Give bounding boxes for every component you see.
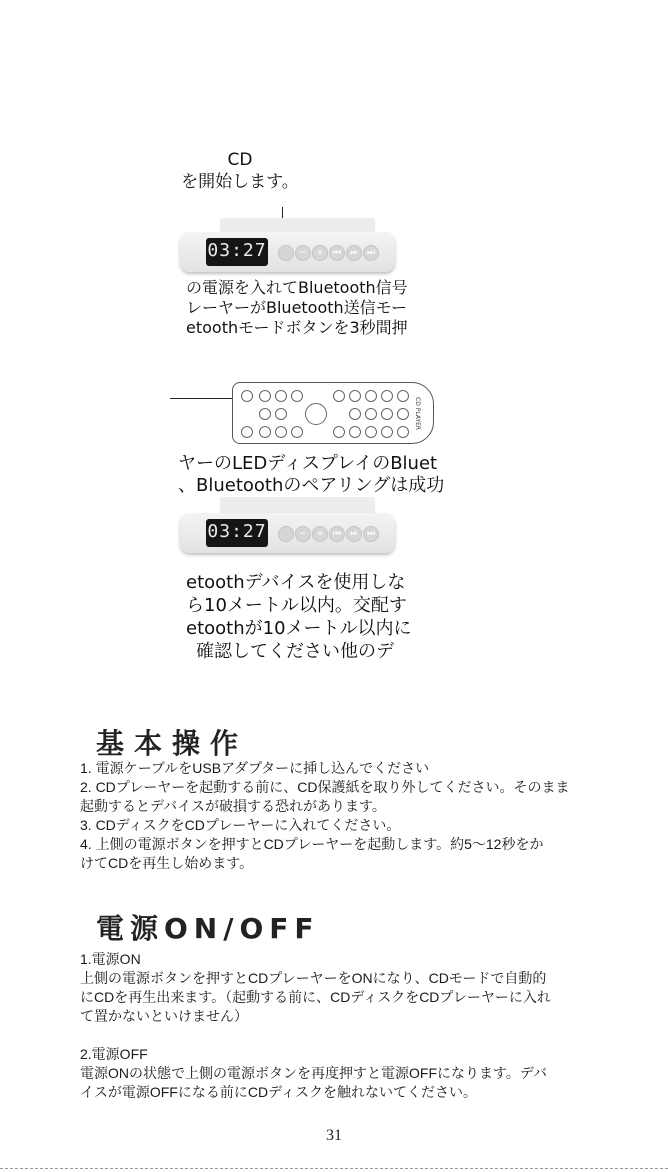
remote-key [365,390,377,402]
figure1-caption-line1: CD [227,150,253,170]
remote-key [275,408,287,420]
power-on-line-2: 上側の電源ボタンを押すとCDプレーヤーをONになり、CDモードで自動的 [80,970,547,986]
power-button-icon [278,245,294,261]
figure3-text-line1: etoothデバイスを使用しな [186,572,406,593]
plus-button-icon: + [312,245,328,261]
remote-key [349,390,361,402]
next-button-icon: ⏭ [363,245,379,261]
remote-key [365,426,377,438]
figure2-text-line1: ヤーのLEDディスプレイのBluet [178,453,438,474]
remote-key [275,390,287,402]
remote-dpad [305,403,327,425]
minus-button-icon: − [295,526,311,542]
basic-line-6: けてCDを再生し始めます。 [80,855,254,871]
basic-line-5: 4. 上側の電源ボタンを押すとCDプレーヤーを起動します。約5～12秒をか [80,836,544,852]
play-pause-button-icon: ⏯ [346,245,362,261]
power-on-line-3: にCDを再生出来ます。（起動する前に、CDディスクをCDプレーヤーに入れ [80,989,551,1005]
remote-key [397,408,409,420]
remote-key [381,426,393,438]
section-heading-basic-operation: 基本操作 [96,727,249,760]
remote-key [291,426,303,438]
figure1-text-line3: etoothモードボタンを3秒間押 [186,318,408,337]
remote-key [349,426,361,438]
figure3-text-line3: etoothが10メートル以内に [186,618,412,639]
figure2-text-line2: 、Bluetoothのペアリングは成功 [178,475,445,496]
remote-key [397,426,409,438]
power-off-line-2: 電源ONの状態で上側の電源ボタンを再度押すと電源OFFになります。デバ [80,1065,548,1081]
remote-key [259,390,271,402]
pointer-line [170,398,232,399]
remote-key [333,426,345,438]
basic-line-3: 起動するとデバイスが破損する恐れがあります。 [80,798,386,814]
remote-key [365,408,377,420]
figure3-text-line4: 確認してください他のデ [196,641,394,662]
cd-player-illustration [180,497,395,557]
prev-button-icon: ⏮ [329,526,345,542]
power-off-line-1: 2.電源OFF [80,1046,148,1062]
plus-button-icon: + [312,526,328,542]
cd-player-display: 03:27 [206,519,268,547]
remote-key [259,408,271,420]
power-button-icon [278,526,294,542]
prev-button-icon: ⏮ [329,245,345,261]
basic-line-1: 1. 電源ケーブルをUSBアダプターに挿し込んでください [80,760,430,776]
next-button-icon: ⏭ [363,526,379,542]
basic-line-4: 3. CDディスクをCDプレーヤーに入れてください。 [80,817,401,833]
power-off-line-3: イスが電源OFFになる前にCDディスクを触れないてください。 [80,1084,477,1100]
page-cut-line [0,1168,668,1169]
play-pause-button-icon: ⏯ [346,526,362,542]
remote-key [381,408,393,420]
cd-player-display: 03:27 [206,238,268,266]
remote-key [241,426,253,438]
remote-key [349,408,361,420]
remote-key [381,390,393,402]
remote-key [259,426,271,438]
section-heading-power: 電源ON/OFF [96,912,320,945]
remote-key [241,390,253,402]
cd-player-illustration [180,218,395,278]
figure3-text-line2: ら10メートル以内。交配す [186,595,407,616]
power-on-line-4: て置かないといけません） [80,1008,248,1024]
remote-key [291,390,303,402]
remote-key [333,390,345,402]
figure1-caption-line2: を開始します。 [181,172,299,192]
figure1-text-line1: の電源を入れてBluetooth信号 [186,278,408,297]
basic-line-2: 2. CDプレーヤーを起動する前に、CD保護紙を取り外してください。そのまま [80,779,570,795]
remote-key [397,390,409,402]
remote-control-illustration [232,382,434,444]
remote-side-label: CD PLAYER [414,397,421,431]
remote-key [275,426,287,438]
power-on-line-1: 1.電源ON [80,951,141,967]
page-number: 31 [326,1127,342,1144]
figure1-text-line2: レーヤーがBluetooth送信モー [186,298,408,317]
minus-button-icon: − [295,245,311,261]
